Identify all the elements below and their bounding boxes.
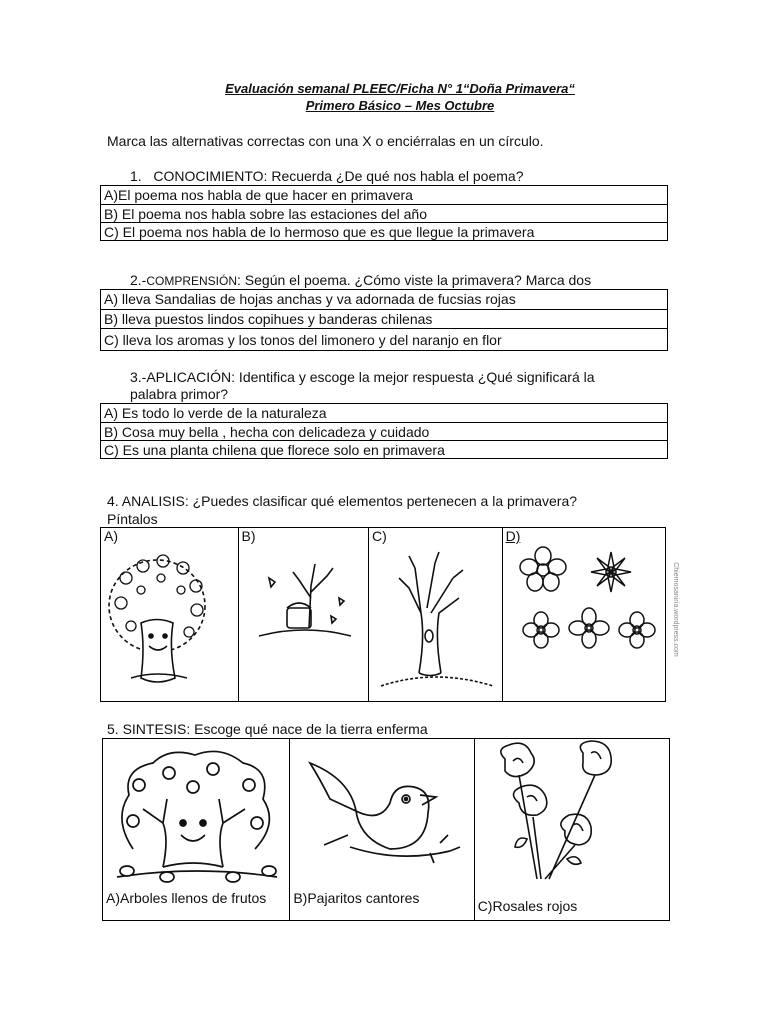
q1-options-table <box>100 185 668 241</box>
q4-cell-b[interactable] <box>238 528 369 701</box>
flowers-icon <box>503 528 667 703</box>
q2-heading-text: : Según el poema. ¿Cómo viste la primavera? Marca dos <box>237 272 592 288</box>
q5-cell-c[interactable] <box>474 739 669 920</box>
q4-cell-d-label: D) <box>505 528 521 544</box>
q5-cell-b-label: B)Pajaritos cantores <box>293 890 420 906</box>
roses-icon <box>475 739 671 889</box>
fruit-tree-icon <box>103 739 290 889</box>
bird-icon <box>290 739 475 889</box>
q4-cell-c-label: C) <box>372 528 387 544</box>
q2-heading-prefix: COMPRENSIÓN <box>146 274 238 288</box>
q3-number: 3.- <box>130 369 147 385</box>
q5-cell-a-label: A)Arboles llenos de frutos <box>106 890 267 906</box>
q5-heading-text: 5. SINTESIS: Escoge qué nace de la tierra enferma <box>107 721 552 739</box>
q2-option-c[interactable]: C) lleva los aromas y los tonos del limonero y del naranjo en flor <box>101 328 667 350</box>
q3-options-table <box>100 403 668 459</box>
q1-number: 1. <box>130 168 142 184</box>
q4-cell-d[interactable] <box>502 528 680 701</box>
q4-heading-line-1: 4. ANALISIS: ¿Puedes clasificar qué elementos pertenecen a la primavera? <box>107 493 578 509</box>
q2-option-b[interactable]: B) lleva puestos lindos copihues y banderas chilenas <box>101 309 667 328</box>
q1-option-a[interactable]: A)El poema nos habla de que hacer en primavera <box>104 187 413 203</box>
title-line-1: Evaluación semanal PLEEC/Ficha N° 1“Doña Primavera“ <box>225 81 575 96</box>
q5-image-grid <box>102 738 670 921</box>
q3-heading-text: APLICACIÓN: Identifica y escoge la mejor respuesta ¿Qué significará la <box>146 369 595 385</box>
q4-heading-line-2: Píntalos <box>107 511 158 527</box>
q4-cell-b-label: B) <box>241 528 256 544</box>
autumn-tree-basket-icon <box>239 528 370 703</box>
q3-option-a[interactable]: A) Es todo lo verde de la naturaleza <box>104 405 327 421</box>
q3-option-b[interactable]: B) Cosa muy bella , hecha con delicadeza y cuidado <box>101 422 667 440</box>
q2-option-a[interactable]: A) lleva Sandalias de hojas anchas y va adornada de fucsias rojas <box>104 291 516 307</box>
q4-cell-a-label: A) <box>104 528 118 544</box>
q2-options-table <box>100 289 668 351</box>
q1-heading <box>130 168 524 184</box>
q4-cell-c[interactable] <box>368 528 502 701</box>
q5-cell-a[interactable] <box>103 739 289 920</box>
q2-number: 2.- <box>130 272 147 288</box>
q5-cell-c-label: C)Rosales rojos <box>477 898 578 914</box>
q4-image-grid <box>100 527 680 702</box>
q5-heading <box>107 721 552 739</box>
q3-option-c[interactable]: C) Es una planta chilena que florece solo en primavera <box>101 440 667 458</box>
instructions: Marca las alternativas correctas con una X o enciérralas en un círculo. <box>107 133 544 149</box>
q3-heading-line-1 <box>130 369 595 385</box>
q1-option-b[interactable]: B) El poema nos habla sobre las estaciones del año <box>101 204 667 222</box>
title-line-2: Primero Básico – Mes Octubre <box>305 98 495 113</box>
q1-option-c[interactable]: C) El poema nos habla de lo hermoso que es que llegue la primavera <box>101 222 667 240</box>
flowering-tree-icon <box>101 528 238 703</box>
q1-heading-text: CONOCIMIENTO: Recuerda ¿De qué nos habla el poema? <box>153 168 524 184</box>
watermark: Chiemosaniría.wordpress.com <box>672 562 680 657</box>
bare-tree-icon <box>369 528 503 703</box>
q5-cell-b[interactable] <box>289 739 473 920</box>
q4-cell-a[interactable] <box>101 528 238 701</box>
q2-heading <box>130 272 591 288</box>
q3-heading-line-2: palabra primor? <box>130 386 229 402</box>
